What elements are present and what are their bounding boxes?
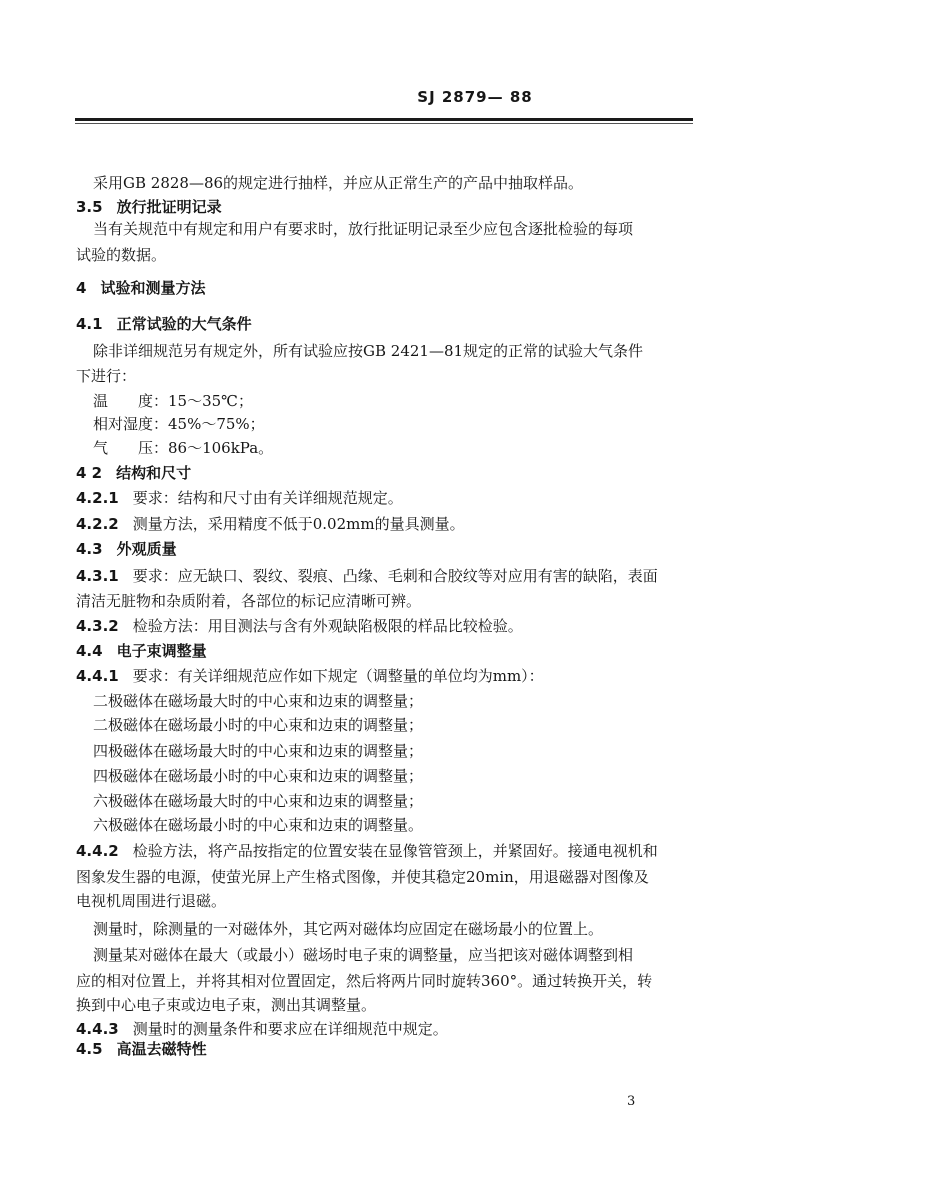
section-heading <box>76 313 696 335</box>
line-text: 测量某对磁体在最大（或最小）磁场时电子束的调整量，应当把该对磁体调整到相 <box>93 946 634 964</box>
header-rule <box>75 118 693 121</box>
section-number: 4.3 <box>76 540 103 558</box>
section-number: 4.4 <box>76 642 103 660</box>
text-line <box>93 340 713 362</box>
text-line <box>93 413 713 435</box>
page-header: SJ 2879— 88 <box>417 88 533 106</box>
line-text: 放行批证明记录 <box>116 198 222 216</box>
text-line <box>93 218 713 240</box>
text-line <box>93 690 713 712</box>
text-line <box>76 590 696 612</box>
line-text: 除非详细规范另有规定外，所有试验应按GB 2421—81规定的正常的试验大气条件 <box>93 342 644 360</box>
section-number: 4.3.2 <box>76 617 119 635</box>
section-heading <box>76 1038 696 1060</box>
line-text: 清洁无脏物和杂质附着，各部位的标记应清晰可辨。 <box>76 592 422 610</box>
line-text: 外观质量 <box>116 540 177 558</box>
section-number: 4 2 <box>76 464 103 482</box>
line-text: 检验方法，将产品按指定的位置安装在显像管管颈上，并紧固好。接通电视机和 <box>132 842 658 860</box>
text-line <box>76 840 696 862</box>
section-number: 4.4.3 <box>76 1020 119 1038</box>
section-number: 4.2.1 <box>76 489 119 507</box>
line-text: 要求：应无缺口、裂纹、裂痕、凸缘、毛刺和合胶纹等对应用有害的缺陷，表面 <box>132 567 658 585</box>
line-text: 结构和尺寸 <box>116 464 192 482</box>
line-text: 六极磁体在磁场最小时的中心束和边束的调整量。 <box>93 816 424 834</box>
text-line <box>93 714 713 736</box>
line-text: 当有关规范中有规定和用户有要求时，放行批证明记录至少应包含逐批检验的每项 <box>93 220 634 238</box>
line-text: 气 压：86～106kPa。 <box>93 439 274 457</box>
text-line <box>76 244 696 266</box>
line-text: 图象发生器的电源，使萤光屏上产生格式图像，并使其稳定20min，用退磁器对图像及 <box>76 868 649 886</box>
line-text: 六极磁体在磁场最大时的中心束和边束的调整量； <box>93 792 424 810</box>
line-text: 下进行： <box>76 367 137 385</box>
text-line <box>76 565 696 587</box>
line-text: 采用GB 2828—86的规定进行抽样，并应从正常生产的产品中抽取样品。 <box>93 174 584 192</box>
line-text: 电子束调整量 <box>116 642 207 660</box>
text-line <box>93 944 713 966</box>
header-rule-thin <box>75 123 693 124</box>
line-text: 试验和测量方法 <box>100 279 206 297</box>
text-line <box>76 866 696 888</box>
line-text: 检验方法：用目测法与含有外观缺陷极限的样品比较检验。 <box>132 617 523 635</box>
text-line <box>93 790 713 812</box>
section-number: 4.3.1 <box>76 567 119 585</box>
line-text: 二极磁体在磁场最小时的中心束和边束的调整量； <box>93 716 424 734</box>
section-number: 4.4.1 <box>76 667 119 685</box>
text-line <box>76 487 696 509</box>
text-line <box>76 994 696 1016</box>
text-line <box>76 1018 696 1040</box>
line-text: 测量时，除测量的一对磁体外，其它两对磁体均应固定在磁场最小的位置上。 <box>93 920 604 938</box>
line-text: 相对湿度：45%～75%； <box>93 415 265 433</box>
line-text: 温 度：15～35℃； <box>93 392 253 410</box>
line-text: 测量方法，采用精度不低于0.02mm的量具测量。 <box>132 515 465 533</box>
text-line <box>93 814 713 836</box>
line-text: 高温去磁特性 <box>116 1040 207 1058</box>
line-text: 要求：有关详细规范应作如下规定（调整量的单位均为mm）： <box>132 667 544 685</box>
line-text: 电视机周围进行退磁。 <box>76 892 227 910</box>
section-heading <box>76 538 696 560</box>
text-line <box>76 365 696 387</box>
page-number: 3 <box>627 1094 636 1109</box>
section-number: 4.1 <box>76 315 103 333</box>
section-number: 3.5 <box>76 198 103 216</box>
text-line <box>76 665 696 687</box>
text-line <box>93 172 713 194</box>
text-line <box>76 513 696 535</box>
text-line <box>76 890 696 912</box>
text-line <box>93 437 713 459</box>
line-text: 四极磁体在磁场最小时的中心束和边束的调整量； <box>93 767 424 785</box>
line-text: 测量时的测量条件和要求应在详细规范中规定。 <box>132 1020 448 1038</box>
line-text: 二极磁体在磁场最大时的中心束和边束的调整量； <box>93 692 424 710</box>
section-heading <box>76 277 696 299</box>
line-text: 四极磁体在磁场最大时的中心束和边束的调整量； <box>93 742 424 760</box>
line-text: 正常试验的大气条件 <box>116 315 252 333</box>
section-heading <box>76 640 696 662</box>
section-number: 4.4.2 <box>76 842 119 860</box>
section-number: 4.5 <box>76 1040 103 1058</box>
section-number: 4 <box>76 279 87 297</box>
text-line <box>93 765 713 787</box>
line-text: 换到中心电子束或边电子束，测出其调整量。 <box>76 996 377 1014</box>
line-text: 应的相对位置上，并将其相对位置固定，然后将两片同时旋转360°。通过转换开关，转 <box>76 972 653 990</box>
text-line <box>93 390 713 412</box>
section-heading <box>76 196 696 218</box>
section-heading <box>76 462 696 484</box>
line-text: 试验的数据。 <box>76 246 167 264</box>
text-line <box>76 615 696 637</box>
text-line <box>93 740 713 762</box>
text-line <box>93 918 713 940</box>
section-number: 4.2.2 <box>76 515 119 533</box>
line-text: 要求：结构和尺寸由有关详细规范规定。 <box>132 489 403 507</box>
text-line <box>76 970 696 992</box>
